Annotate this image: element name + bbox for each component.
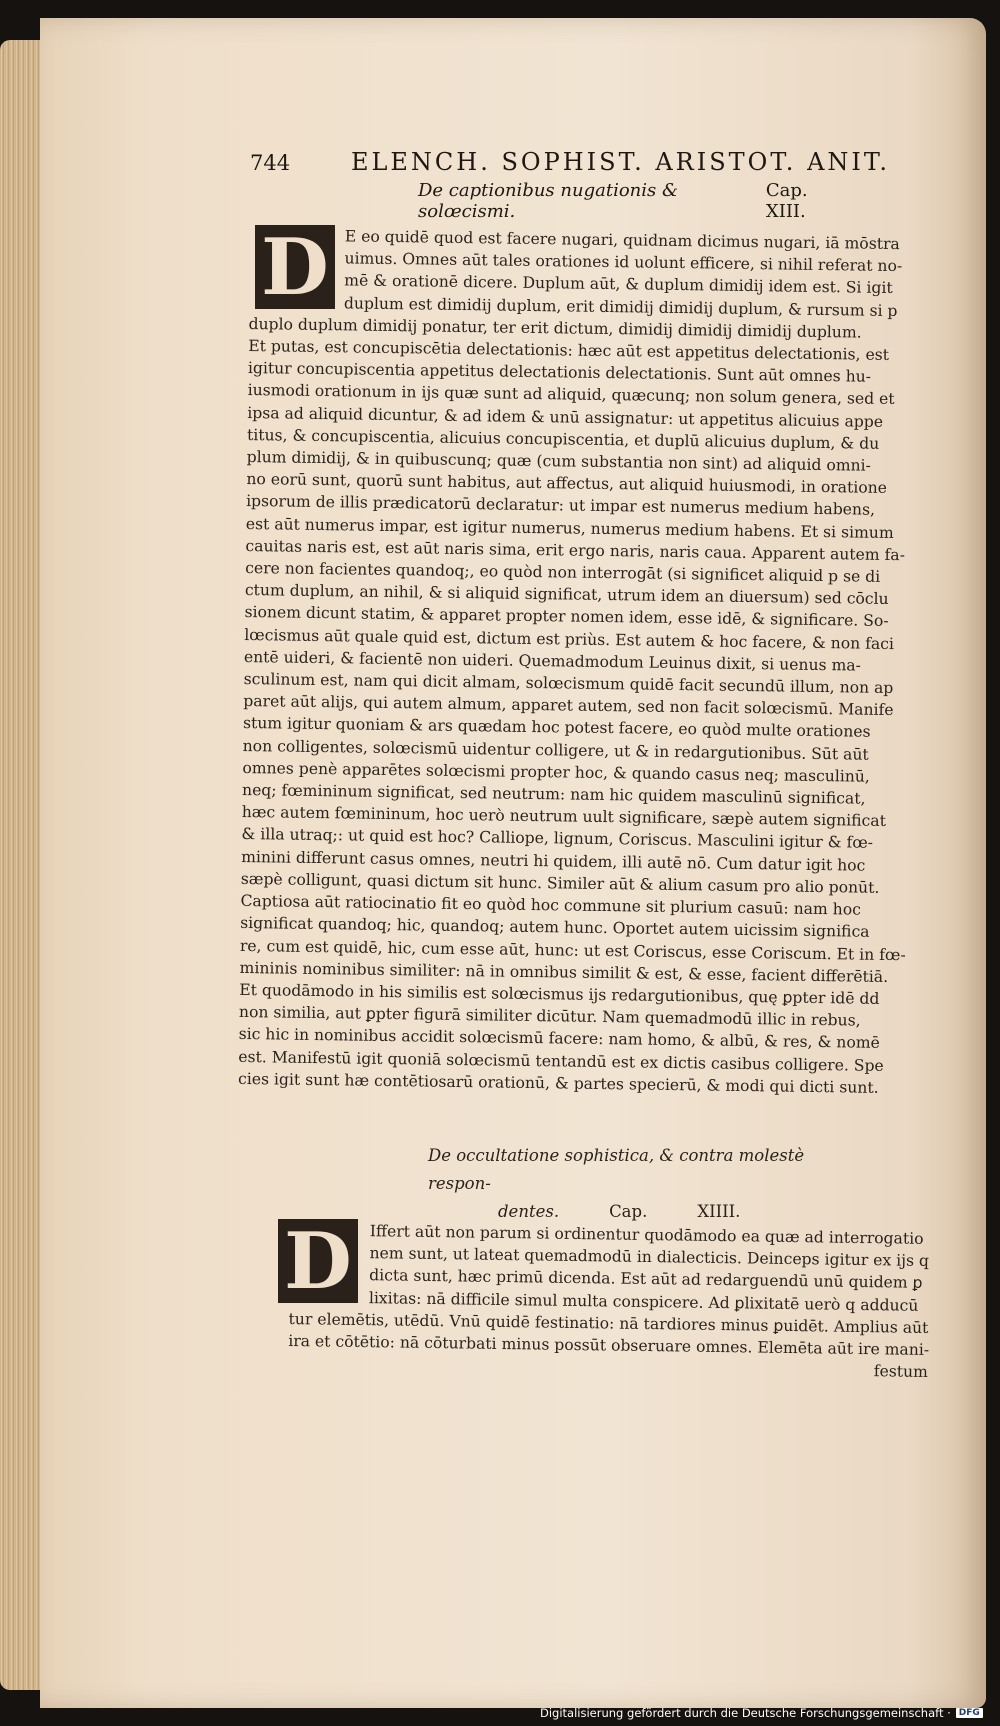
text-line: mē & orationē dicere. Duplum aūt, & duplum dimidij idem est. Si igit — [344, 271, 893, 298]
text-line: igitur concupiscentia appetitus delectationis delectationis. Sunt aūt omnes hu- — [247, 359, 872, 386]
text-line: mininis nominibus similiter: nā in omnibus similit & est, & esse, facient differētiā. — [239, 958, 889, 986]
chapter-13-text — [238, 224, 950, 1100]
text-line: est. Manifestū igit quoniā solœcismū tentandū est ex dictis casibus colligere. Spe — [238, 1047, 884, 1075]
text-line: ipsa ad aliquid dicuntur, & ad idem & unū assignatur: ut appetitus alicuius appe — [247, 403, 884, 431]
text-line: significat quandoq; hic, quandoq; autem hunc. Oportet autem uicissim significa — [240, 914, 870, 942]
digitization-credit — [540, 1706, 983, 1720]
text-line: titus, & concupiscentia, alicuius concupiscentia, et duplū alicuius duplum, & du — [246, 425, 880, 453]
text-line: ira et cōtētio: nā cōturbati minus possūt obseruare omnes. Elemēta aūt ire mani- — [288, 1332, 930, 1359]
text-line: cies igit sunt hæ contētiosarū orationū, & partes specierū, & modi qui dicti sunt. — [237, 1069, 879, 1097]
text-line: entē uideri, & facientē non uideri. Quemadmodum Leuinus dixit, si uenus ma- — [243, 647, 861, 675]
text-line: E eo quidē quod est facere nugari, quidnam dicimus nugari, iā mōstra — [344, 227, 900, 254]
chapter-14-heading — [428, 1142, 848, 1226]
page-header — [250, 148, 890, 184]
chapter-heading-line-2: dentes. Cap. XIIII. — [498, 1202, 741, 1221]
text-line: cere non facientes quandoq;, eo quòd non interrogāt (si significet aliquid p se di — [245, 559, 881, 586]
text-line: lixitas: nā difficile simul multa conspicere. Ad ꝑlixitatē uerò q adducū — [368, 1288, 919, 1315]
text-line: Et putas, est concupiscētia delectationis: hæc aūt est appetitus delectationis, est — [248, 337, 890, 364]
text-line: ipsorum de illis prædicatorū declaratur: ut impar est numerus medium habens, — [246, 492, 876, 520]
text-line: tur elemētis, utēdū. Vnū quidē festinatio: nā tardiores minus ꝑuidēt. Amplius aūt — [288, 1309, 929, 1337]
chapter-14-text — [288, 1219, 970, 1384]
text-line: paret aūt alijs, qui autem almum, apparet autem, sed non facit solœcismū. Manife — [243, 692, 894, 720]
text-line: sæpè colligunt, quasi dictum sit hunc. Similer aūt & alium casum pro alio ponūt. — [240, 869, 880, 897]
text-line: sionem dicunt statim, & apparet propter nomen idem, esse idē, & significare. So- — [244, 603, 889, 631]
text-line: lœcismus aūt quale quid est, dictum est priùs. Est autem & hoc facere, & non faci — [244, 625, 895, 653]
dfg-logo-icon: DFG — [956, 1708, 983, 1718]
section-subheader — [418, 180, 888, 222]
running-title: ELENCH. SOPHIST. ARISTOT. ANIT. — [350, 148, 890, 176]
text-line: uimus. Omnes aūt tales orationes id uolunt efficere, si nihil referat no- — [344, 249, 903, 276]
text-line: sic hic in nominibus accidit solœcismū facere: nam homo, & albū, & res, & nomē — [238, 1025, 880, 1053]
text-line: duplo duplum dimidij ponatur, ter erit dictum, dimidij dimidij dimidij duplum. — [248, 314, 862, 342]
page-number: 744 — [250, 151, 291, 175]
text-line: minini differunt casus omnes, neutri hi quidem, illi autē nō. Cum datur igit hoc — [241, 847, 866, 875]
decorated-initial-d: D — [255, 225, 335, 309]
text-line: re, cum est quidē, hic, cum esse aūt, hunc: ut est Coriscus, esse Coriscum. Et in fœ- — [239, 936, 906, 964]
text-line: hæc autem fœmininum, hoc uerò neutrum uult significare, sæpè autem significat — [241, 803, 887, 831]
text-line: est aūt numerus impar, est igitur numerus, numerus medium habens. Et si simum — [245, 514, 894, 542]
text-line: Iffert aūt non parum si ordinentur quodāmodo ea quæ ad interrogatio — [369, 1222, 924, 1248]
text-line: Captiosa aūt ratiocinatio fit eo quòd hoc commune sit plurium casuū: nam hoc — [240, 892, 862, 919]
text-line: dicta sunt, hæc primū dicenda. Est aūt ad redarguendū unū quidem ꝑ — [369, 1266, 923, 1293]
text-line: duplum est dimidij duplum, erit dimidij dimidij duplum, & rursum si p — [343, 293, 898, 320]
text-line: Et quodāmodo in his similis est solœcismus ijs redargutionibus, quę ꝑpter idē dd — [239, 980, 880, 1008]
text-line: stum igitur quoniam & ars quædam hoc potest facere, eo quòd multe orationes — [242, 714, 871, 742]
text-line: plum dimidij, & in quibuscunq; quæ (cum substantia non sint) ad aliquid omni- — [246, 448, 871, 475]
text-line: non colligentes, solœcismū uidentur colligere, ut & in redargutionibus. Sūt aūt — [242, 736, 869, 764]
chapter-label: Cap. XIII. — [765, 180, 808, 222]
text-line: sculinum est, nam qui dicit almam, solœcismum quidē facit secundū illum, non ap — [243, 670, 894, 698]
decorated-initial-d-2: D — [278, 1219, 358, 1303]
text-line: nem sunt, ut lateat quemadmodū in dialecticis. Deinceps igitur ex ijs q — [369, 1244, 930, 1271]
text-line: no eorū sunt, quorū sunt habitus, aut affectus, aut aliquid huiusmodi, in oratione — [246, 470, 888, 498]
catchword: festum — [873, 1362, 929, 1382]
chapter-heading-line-1: De occultatione sophistica, & contra molestè respon- — [428, 1146, 805, 1193]
text-line: cauitas naris est, est aūt naris sima, erit ergo naris, naris caua. Apparent autem fa- — [245, 536, 906, 565]
text-line: & illa utraq;: ut quid est hoc? Calliope, lignum, Coriscus. Masculini igitur & fœ- — [241, 825, 874, 853]
text-line: non similia, aut ꝑpter figurā similiter dicūtur. Nam quemadmodū illic in rebus, — [238, 1003, 861, 1030]
text-line: iusmodi orationum in ijs quæ sunt ad aliquid, quæcunq; non solum genera, sed et — [247, 381, 895, 409]
text-line: omnes penè apparētes solœcismi propter hoc, & quando casus neq; masculinū, — [242, 758, 870, 786]
text-line: ctum duplum, an nihil, & si aliquid significat, utrum idem an diuersum) sed cōclu — [244, 581, 889, 609]
text-line: neq; fœmininum significat, sed neutrum: nam hic quidem masculinū significat, — [241, 781, 866, 808]
section-title: De captionibus nugationis & solœcismi. — [418, 180, 678, 222]
credit-text: Digitalisierung gefördert durch die Deutsche Forschungsgemeinschaft · — [540, 1706, 951, 1720]
